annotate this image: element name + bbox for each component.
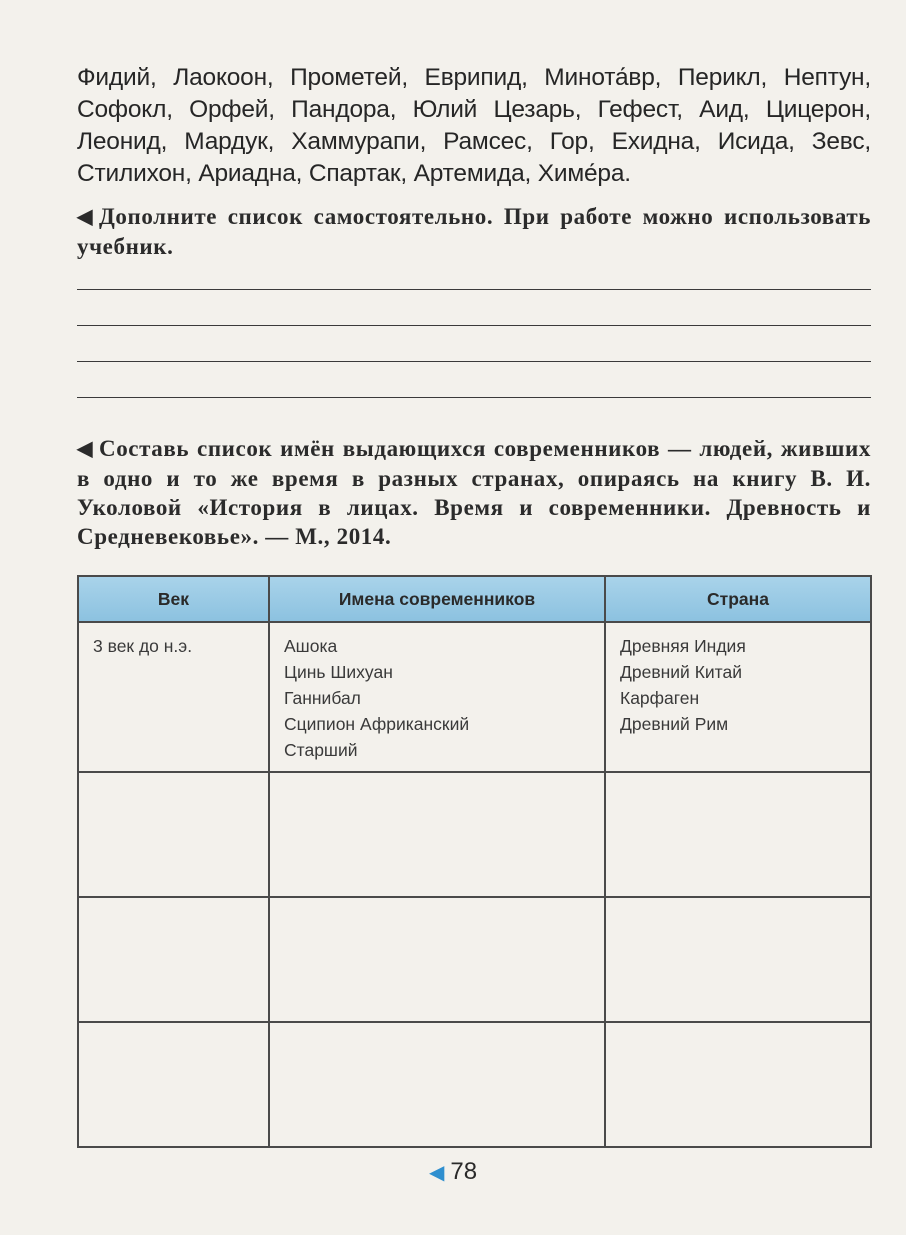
answer-line[interactable] — [77, 361, 871, 362]
table-row-empty — [78, 772, 871, 897]
country-item: Древний Китай — [620, 662, 742, 682]
name-item: Ганнибал — [284, 688, 361, 708]
page-number: 78 — [450, 1158, 478, 1185]
table-header-row — [78, 576, 871, 622]
task-contemporaries — [77, 434, 871, 551]
names-list: Фидий, Лаокоон, Прометей, Еврипид, Минота́вр, Перикл, Нептун, Софокл, Орфей, Пандора, Юлий Цезарь, Гефест, Аид, Цицерон, Леонид, Мардук, Хаммурапи, Рамсес, Гор, Ехидна, Исида, Зевс, Стилихон, Ариадна, Спартак, Артемида, Химе́ра. — [77, 64, 871, 187]
cell-names — [269, 622, 605, 772]
country-item: Карфаген — [620, 688, 700, 708]
answer-line[interactable] — [77, 325, 871, 326]
task-triangle-icon: ◀ — [77, 206, 93, 228]
cell-century — [78, 622, 269, 772]
cell-century-empty[interactable] — [78, 772, 269, 897]
cell-country-empty[interactable] — [605, 772, 871, 897]
contemporaries-table — [77, 575, 872, 1148]
cell-century-empty[interactable] — [78, 1022, 269, 1147]
answer-line[interactable] — [77, 397, 871, 398]
header-names: Имена современников — [269, 576, 605, 622]
answer-line[interactable] — [77, 289, 871, 290]
task-supplement-text: Дополните список самостоятельно. При работе можно использовать учебник. — [77, 204, 871, 259]
country-item: Древняя Индия — [620, 636, 746, 656]
name-item: Ашока — [284, 636, 338, 656]
cell-countries — [605, 622, 871, 772]
table-row-empty — [78, 1022, 871, 1147]
page-arrow-icon: ◀ — [428, 1162, 445, 1184]
task-triangle-icon: ◀ — [77, 438, 93, 460]
name-item: Цинь Шихуан — [284, 662, 393, 682]
name-item: Старший — [284, 740, 358, 760]
cell-country-empty[interactable] — [605, 1022, 871, 1147]
page-footer — [0, 1158, 906, 1186]
table-row — [78, 622, 871, 772]
country-item: Древний Рим — [620, 714, 729, 734]
task-supplement-list — [77, 202, 871, 261]
cell-century-empty[interactable] — [78, 897, 269, 1022]
cell-names-empty[interactable] — [269, 772, 605, 897]
name-item: Сципион Африканский — [284, 714, 470, 734]
cell-names-empty[interactable] — [269, 897, 605, 1022]
cell-names-empty[interactable] — [269, 1022, 605, 1147]
header-country: Страна — [605, 576, 871, 622]
task-contemporaries-text: Составь список имён выдающихся современников — людей, живших в одно и то же время в разных странах, опираясь на книгу В. И. Уколовой «История в лицах. Время и современники. Древность и Средневековье». — М., 2014. — [77, 436, 871, 549]
cell-country-empty[interactable] — [605, 897, 871, 1022]
century-value: 3 век до н.э. — [93, 636, 193, 656]
header-century: Век — [78, 576, 269, 622]
table-row-empty — [78, 897, 871, 1022]
